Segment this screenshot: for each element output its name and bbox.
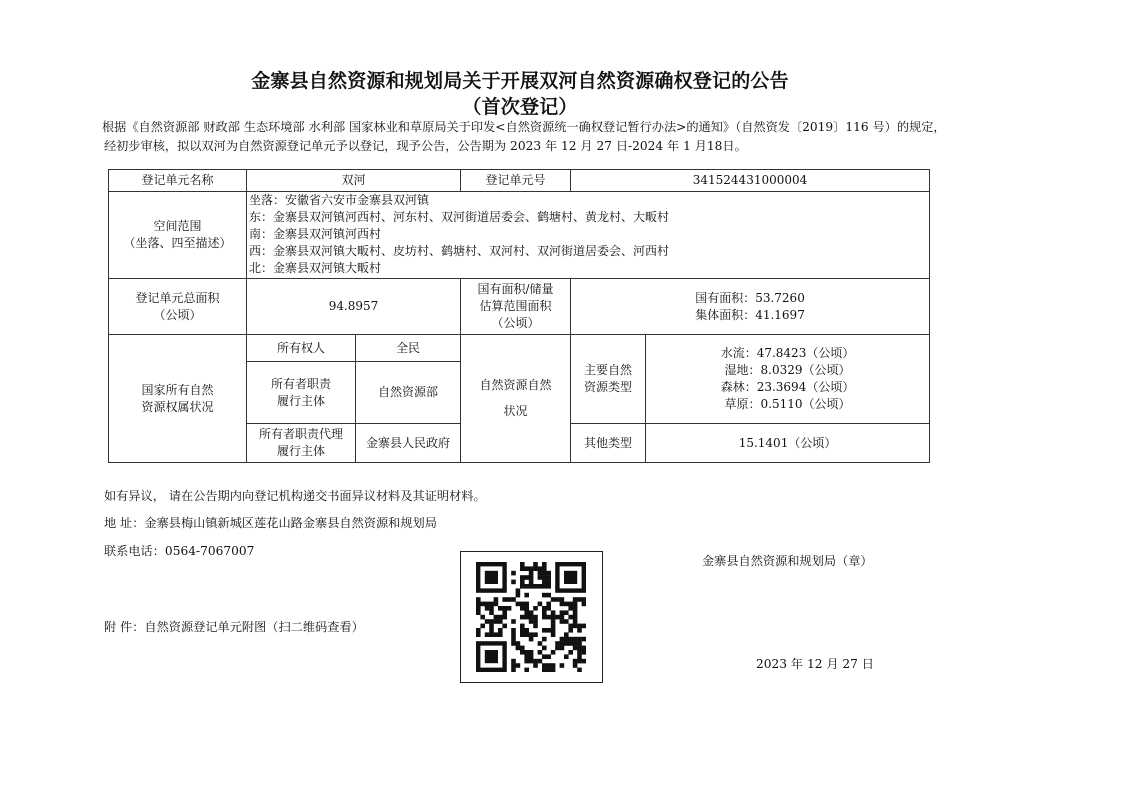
qr-module [533, 584, 538, 589]
qr-module [476, 602, 481, 607]
qr-module [546, 663, 551, 668]
qr-module [573, 663, 578, 668]
scope-west: 西：金寨县双河镇大畈村、皮坊村、鹤塘村、双河村、双河街道居委会、河西村 [249, 244, 670, 258]
qr-module [573, 602, 578, 607]
qr-module [511, 637, 516, 642]
qr-module [542, 593, 547, 598]
qr-module [494, 602, 499, 607]
qr-module [542, 575, 547, 580]
qr-module [546, 606, 551, 611]
qr-module [494, 597, 499, 602]
qr-module [520, 562, 525, 567]
main-type-label-2: 资源类型 [584, 380, 633, 394]
issuer-line: 金寨县自然资源和规划局（章） [702, 554, 873, 568]
qr-module [560, 602, 565, 607]
qr-module [542, 654, 547, 659]
qr-module [476, 597, 481, 602]
qr-module [480, 615, 485, 620]
qr-module [520, 615, 525, 620]
unit-name-value: 双河 [247, 170, 461, 192]
main-type-grassland: 草原：0.5110（公顷） [724, 397, 851, 411]
qr-module [498, 628, 503, 633]
qr-module [564, 637, 569, 642]
owner-label: 所有权人 [247, 335, 356, 362]
qr-module [573, 641, 578, 646]
announcement-subtitle: （首次登记） [462, 96, 578, 118]
qr-module [577, 637, 582, 642]
qr-module [582, 637, 586, 642]
duty-label-2: 履行主体 [276, 393, 325, 408]
qr-module [573, 615, 578, 620]
qr-module [529, 637, 534, 642]
qr-module [577, 668, 582, 672]
qr-module [529, 650, 534, 655]
qr-module [494, 632, 499, 637]
qr-module [489, 602, 494, 607]
qr-module [538, 571, 543, 576]
qr-module [502, 615, 507, 620]
intro-paragraph [104, 118, 950, 156]
qr-module [573, 624, 578, 629]
qr-module [551, 663, 556, 668]
qr-module [533, 606, 538, 611]
qr-module [516, 646, 521, 651]
qr-module [573, 606, 578, 611]
qr-module [524, 668, 529, 672]
qr-module [560, 597, 565, 602]
other-type-label: 其他类型 [571, 424, 646, 463]
total-area-label-cell [109, 279, 247, 335]
qr-module [511, 632, 516, 637]
qr-module [511, 641, 516, 646]
total-area-label: 登记单元总面积 [135, 290, 220, 305]
qr-module [546, 593, 551, 598]
qr-module [568, 602, 573, 607]
scope-label-cell [109, 192, 247, 279]
qr-module [582, 646, 586, 651]
qr-module [489, 628, 494, 633]
qr-module [516, 663, 521, 668]
status-label-2: 状况 [503, 404, 528, 418]
qr-module [520, 566, 525, 571]
qr-module [485, 632, 490, 637]
qr-module [555, 646, 560, 651]
qr-module [485, 602, 490, 607]
qr-module [564, 602, 569, 607]
other-type-value: 15.1401（公顷） [646, 424, 930, 463]
qr-module [551, 615, 556, 620]
qr-module [529, 619, 534, 624]
qr-module [529, 610, 534, 615]
qr-module [533, 624, 538, 629]
registration-table [108, 169, 930, 463]
qr-module [533, 663, 538, 668]
qr-module [489, 610, 494, 615]
qr-module [551, 624, 556, 629]
qr-module [564, 610, 569, 615]
qr-module [524, 593, 529, 598]
qr-module [542, 571, 547, 576]
qr-module [542, 668, 547, 672]
agent-label-cell [247, 424, 356, 463]
qr-module [560, 641, 565, 646]
qr-module [485, 571, 498, 584]
qr-module [564, 641, 569, 646]
state-area-value: 国有面积：53.7260 [695, 290, 805, 305]
qr-module [542, 615, 547, 620]
qr-module [476, 610, 481, 615]
qr-module [480, 624, 485, 629]
qr-module [520, 575, 525, 580]
qr-module [524, 659, 529, 664]
duty-value: 自然资源部 [356, 362, 461, 424]
qr-module [529, 584, 534, 589]
qr-module [568, 624, 573, 629]
qr-module [520, 624, 525, 629]
qr-module [520, 580, 525, 585]
state-area-values [571, 279, 930, 335]
qr-module [573, 610, 578, 615]
qr-module [524, 575, 529, 580]
main-type-forest: 森林：23.3694（公顷） [720, 380, 855, 394]
qr-module [485, 606, 490, 611]
scope-east: 东：金寨县双河镇河西村、河东村、双河街道居委会、鹤塘村、黄龙村、大畈村 [249, 210, 670, 224]
qr-module [529, 571, 534, 576]
qr-module [502, 597, 507, 602]
scope-description [247, 192, 930, 279]
qr-module [542, 610, 547, 615]
issue-date: 2023 年 12 月 27 日 [756, 657, 874, 671]
qr-module [520, 632, 525, 637]
qr-module [551, 668, 556, 672]
qr-module [546, 628, 551, 633]
qr-module [560, 610, 565, 615]
qr-module [524, 654, 529, 659]
qr-module [577, 650, 582, 655]
qr-module [498, 615, 503, 620]
qr-module [546, 580, 551, 585]
qr-module [494, 615, 499, 620]
status-label-1: 自然资源自然 [479, 378, 552, 392]
qr-module [542, 566, 547, 571]
agent-label-1: 所有者职责代理 [258, 427, 343, 441]
qr-module [524, 650, 529, 655]
unit-no-value: 341524431000004 [571, 170, 930, 192]
qr-module [524, 632, 529, 637]
qr-module [511, 619, 516, 624]
qr-module [524, 602, 529, 607]
qr-module [573, 597, 578, 602]
agent-value: 金寨县人民政府 [356, 424, 461, 463]
qr-module [489, 632, 494, 637]
qr-module [582, 597, 586, 602]
qr-module [577, 624, 582, 629]
qr-module [538, 641, 543, 646]
qr-module [577, 597, 582, 602]
qr-module [573, 619, 578, 624]
qr-module [498, 606, 503, 611]
qr-module [546, 602, 551, 607]
qr-module [551, 610, 556, 615]
qr-module [577, 628, 582, 633]
qr-module [489, 606, 494, 611]
qr-module [573, 646, 578, 651]
qr-module [582, 659, 586, 664]
announcement-title: 金寨县自然资源和规划局关于开展双河自然资源确权登记的公告 [251, 70, 789, 92]
qr-module [476, 628, 481, 633]
unit-no-label: 登记单元号 [461, 170, 571, 192]
qr-module [533, 566, 538, 571]
qr-module [546, 615, 551, 620]
qr-module [564, 654, 569, 659]
qr-module [538, 602, 543, 607]
qr-module [524, 584, 529, 589]
scope-location: 坐落：安徽省六安市金寨县双河镇 [249, 193, 430, 207]
qr-module [511, 580, 516, 585]
qr-module [533, 562, 538, 567]
qr-module [529, 566, 534, 571]
ownership-label-2: 资源权属状况 [141, 399, 214, 414]
state-area-label-cell [461, 279, 571, 335]
qr-module [489, 624, 494, 629]
qr-module [511, 659, 516, 664]
duty-label-cell [247, 362, 356, 424]
qr-module [560, 619, 565, 624]
qr-code-frame[interactable] [460, 551, 603, 683]
address-line: 地 址：金寨县梅山镇新城区莲花山路金寨县自然资源和规划局 [104, 516, 437, 530]
state-area-label-1: 国有面积/储量 [477, 282, 554, 296]
agent-label-2: 履行主体 [276, 444, 325, 458]
qr-module [542, 646, 547, 651]
qr-module [568, 628, 573, 633]
qr-module [516, 641, 521, 646]
qr-module [511, 668, 516, 672]
state-area-label-3: （公顷） [491, 316, 540, 330]
qr-module [520, 628, 525, 633]
state-area-label-2: 估算范围面积 [479, 299, 552, 313]
qr-module [542, 562, 547, 567]
qr-module [516, 593, 521, 598]
qr-module [529, 575, 534, 580]
duty-label-1: 所有者职责 [270, 376, 331, 391]
qr-module [551, 628, 556, 633]
qr-module [573, 637, 578, 642]
qr-module [546, 571, 551, 576]
qr-module [494, 619, 499, 624]
ownership-label-1: 国家所有自然 [141, 382, 214, 397]
qr-module [516, 588, 521, 593]
qr-module [502, 606, 507, 611]
qr-code-icon[interactable] [476, 562, 586, 672]
qr-module [485, 650, 498, 663]
qr-module [529, 632, 534, 637]
qr-module [502, 624, 507, 629]
qr-module [511, 628, 516, 633]
qr-module [577, 641, 582, 646]
qr-module [546, 575, 551, 580]
qr-module [542, 580, 547, 585]
collective-area-value: 集体面积：41.1697 [695, 307, 805, 322]
unit-name-label: 登记单元名称 [109, 170, 247, 192]
qr-module [568, 615, 573, 620]
qr-module [524, 610, 529, 615]
qr-module [529, 654, 534, 659]
total-area-value: 94.8957 [247, 279, 461, 335]
qr-module [476, 606, 481, 611]
qr-module [520, 602, 525, 607]
qr-module [533, 659, 538, 664]
qr-module [551, 632, 556, 637]
qr-module [582, 650, 586, 655]
status-label-cell [461, 335, 571, 463]
qr-module [489, 619, 494, 624]
qr-module [524, 628, 529, 633]
qr-module [533, 615, 538, 620]
main-type-wetland: 湿地：8.0329（公顷） [724, 363, 851, 377]
qr-module [568, 606, 573, 611]
objection-note: 如有异议， 请在公告期内向登记机构递交书面异议材料及其证明材料。 [104, 489, 486, 503]
qr-module [480, 602, 485, 607]
qr-module [542, 663, 547, 668]
qr-module [577, 646, 582, 651]
qr-module [538, 584, 543, 589]
qr-module [546, 668, 551, 672]
qr-module [560, 646, 565, 651]
qr-module [542, 628, 547, 633]
main-type-label-cell [571, 335, 646, 424]
attachment-line: 附 件：自然资源登记单元附图（扫二维码查看） [104, 620, 364, 634]
qr-module [577, 659, 582, 664]
qr-module [568, 641, 573, 646]
qr-module [551, 619, 556, 624]
qr-module [538, 566, 543, 571]
qr-module [511, 571, 516, 576]
qr-module [542, 584, 547, 589]
qr-module [520, 584, 525, 589]
ownership-label-cell [109, 335, 247, 463]
qr-module [533, 632, 538, 637]
qr-module [564, 632, 569, 637]
qr-module [533, 619, 538, 624]
qr-module [564, 571, 577, 584]
qr-module [520, 650, 525, 655]
owner-value: 全民 [356, 335, 461, 362]
phone-line: 联系电话：0564-7067007 [104, 544, 255, 558]
qr-module [511, 663, 516, 668]
scope-south: 南：金寨县双河镇河西村 [249, 227, 382, 241]
qr-module [529, 580, 534, 585]
qr-module [577, 654, 582, 659]
qr-module [564, 619, 569, 624]
qr-module [507, 606, 512, 611]
qr-module [502, 610, 507, 615]
qr-module [538, 650, 543, 655]
intro-text: 根据《自然资源部 财政部 生态环境部 水利部 国家林业和草原局关于印发<自然资源统一确权登记暂行办法>的通知》（自然资发〔2019〕116 号）的规定，经初步审核，拟以双河为自然资源登记单元予以登记，现予公告，公告期为 2023 年 12 月 27 日-2024 年 1 月18日。 [102, 120, 946, 153]
qr-module [538, 575, 543, 580]
main-type-values [646, 335, 930, 424]
scope-sublabel: （坐落、四至描述） [123, 236, 232, 250]
qr-module [546, 654, 551, 659]
qr-module [520, 646, 525, 651]
main-type-water: 水流：47.8423（公顷） [720, 346, 855, 360]
qr-module [582, 602, 586, 607]
scope-label: 空间范围 [153, 219, 202, 233]
qr-module [498, 619, 503, 624]
qr-module [524, 566, 529, 571]
qr-module [520, 606, 525, 611]
qr-module [555, 641, 560, 646]
qr-module [560, 637, 565, 642]
qr-module [551, 597, 556, 602]
qr-module [555, 615, 560, 620]
qr-module [568, 650, 573, 655]
qr-module [560, 663, 565, 668]
qr-module [529, 659, 534, 664]
qr-module [498, 632, 503, 637]
qr-module [551, 650, 556, 655]
total-area-unit: （公顷） [153, 307, 202, 322]
qr-module [546, 584, 551, 589]
qr-module [529, 615, 534, 620]
qr-module [524, 615, 529, 620]
qr-module [538, 659, 543, 664]
qr-module [485, 619, 490, 624]
main-type-label-1: 主要自然 [584, 363, 633, 377]
qr-module [542, 606, 547, 611]
qr-module [516, 602, 521, 607]
qr-module [555, 597, 560, 602]
qr-module [560, 615, 565, 620]
qr-module [573, 659, 578, 664]
qr-module [511, 597, 516, 602]
qr-module [582, 624, 586, 629]
scope-north: 北：金寨县双河镇大畈村 [249, 261, 382, 275]
qr-module [524, 606, 529, 611]
qr-module [476, 632, 481, 637]
qr-module [568, 637, 573, 642]
qr-module [507, 597, 512, 602]
qr-module [542, 637, 547, 642]
